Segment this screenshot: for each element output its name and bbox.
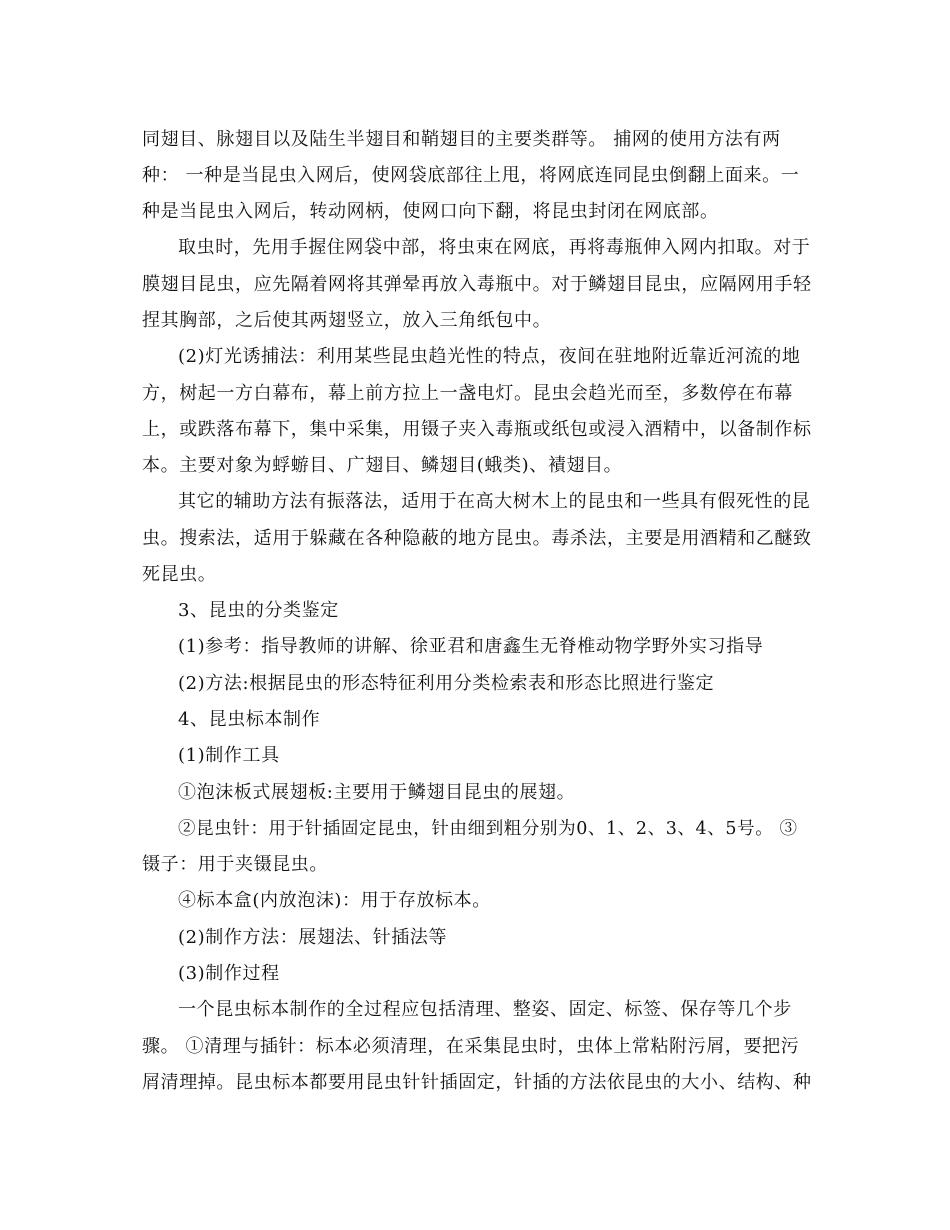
text-line: 捏其胸部，之后使其两翅竖立，放入三角纸包中。 [142, 310, 552, 331]
text-line: 种： 一种是当昆虫入网后，使网袋底部往上甩，将网底连同昆虫倒翻上面来。一 [142, 165, 800, 186]
text-line: ④标本盒(内放泡沫)：用于存放标本。 [178, 890, 491, 911]
text-line: 膜翅目昆虫，应先隔着网将其弹晕再放入毒瓶中。对于鳞翅目昆虫，应隔网用手轻 [142, 274, 812, 295]
text-line: 屑清理掉。昆虫标本都要用昆虫针针插固定，针插的方法依昆虫的大小、结构、种 [142, 1072, 812, 1093]
text-line: 上，或跌落布幕下，集中采集，用镊子夹入毒瓶或纸包或浸入酒精中，以备制作标 [142, 419, 812, 440]
text-line: (1)参考：指导教师的讲解、徐亚君和唐鑫生无脊椎动物学野外实习指导 [178, 636, 764, 657]
text-line: 本。主要对象为蜉蝣目、广翅目、鳞翅目(蛾类)、襀翅目。 [142, 455, 623, 476]
section-heading: 4、昆虫标本制作 [178, 709, 321, 730]
text-line: 取虫时，先用手握住网袋中部，将虫束在网底，再将毒瓶伸入网内扣取。对于 [178, 237, 811, 258]
text-line: ②昆虫针：用于针插固定昆虫，针由细到粗分别为0、1、2、3、4、5号。 ③ [178, 819, 798, 839]
text-line: 死昆虫。 [142, 564, 217, 585]
text-line: (2)灯光诱捕法：利用某些昆虫趋光性的特点，夜间在驻地附近靠近河流的地 [178, 346, 801, 367]
section-heading: 3、昆虫的分类鉴定 [178, 600, 339, 621]
text-line: 同翅目、脉翅目以及陆生半翅目和鞘翅目的主要类群等。 捕网的使用方法有两 [142, 129, 781, 150]
text-line: 镊子：用于夹镊昆虫。 [142, 854, 328, 875]
text-line: 虫。搜索法，适用于躲藏在各种隐蔽的地方昆虫。毒杀法，主要是用酒精和乙醚致 [142, 528, 812, 549]
text-line: (3)制作过程 [178, 963, 280, 984]
text-line: 骤。 ①清理与插针：标本必须清理，在采集昆虫时，虫体上常粘附污屑，要把污 [142, 1036, 800, 1057]
text-line: 方，树起一方白幕布，幕上前方拉上一盏电灯。昆虫会趋光而至，多数停在布幕 [142, 383, 793, 404]
text-line: 一个昆虫标本制作的全过程应包括清理、整姿、固定、标签、保存等几个步 [178, 999, 792, 1020]
text-line: 种是当昆虫入网后，转动网柄，使网口向下翻，将昆虫封闭在网底部。 [142, 201, 719, 222]
text-line: ①泡沫板式展翅板:主要用于鳞翅目昆虫的展翅。 [178, 782, 576, 803]
text-line: (2)制作方法：展翅法、针插法等 [178, 927, 448, 948]
text-line: 其它的辅助方法有振落法，适用于在高大树木上的昆虫和一些具有假死性的昆 [178, 491, 811, 512]
text-line: (2)方法:根据昆虫的形态特征利用分类检索表和形态比照进行鉴定 [178, 673, 715, 694]
text-line: (1)制作工具 [178, 745, 280, 766]
